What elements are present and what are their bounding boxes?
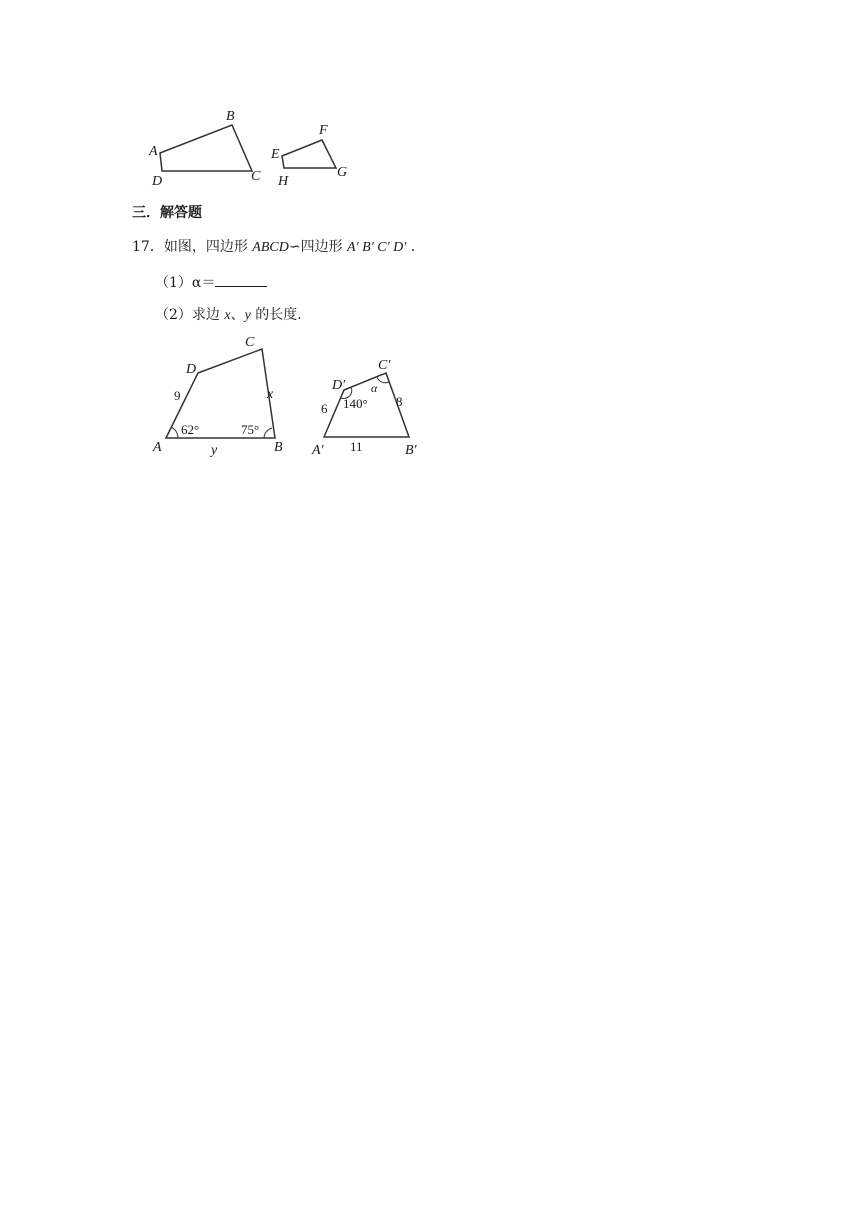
part2-x: x — [224, 308, 231, 323]
left-label-A: A — [153, 440, 162, 455]
right-label-A: A′ — [312, 443, 324, 458]
label-B: B — [226, 109, 235, 124]
figure-similar-quadrilaterals-1 — [140, 104, 370, 192]
question-text-mid: 四边形 — [300, 239, 348, 255]
similar-symbol: ∽ — [288, 239, 301, 255]
answer-blank[interactable] — [215, 274, 267, 287]
right-angle-C: α — [371, 381, 378, 395]
quadrilateral-EFGH — [282, 140, 336, 168]
question-17 — [132, 236, 425, 256]
left-side-AB: y — [211, 443, 218, 458]
label-D: D — [152, 174, 163, 188]
question-17-part-1 — [155, 272, 267, 292]
part2-suffix: 的长度． — [250, 307, 312, 323]
left-label-D: D — [186, 362, 197, 377]
question-17-part-2 — [155, 304, 311, 324]
right-angle-D: 140° — [343, 396, 368, 411]
quad2-name: A′ B′ C′ D′ — [347, 240, 407, 255]
left-side-AD: 9 — [174, 388, 181, 403]
part2-sep: 、 — [230, 307, 245, 323]
right-label-C: C′ — [378, 358, 391, 373]
right-label-B: B′ — [405, 443, 417, 458]
right-side-AD: 6 — [321, 401, 328, 416]
left-angle-A: 62° — [181, 422, 200, 437]
angle-arc-A — [171, 427, 178, 438]
part2-y: y — [244, 308, 251, 323]
label-E: E — [271, 147, 280, 162]
label-C: C — [251, 169, 261, 184]
figure-similar-quadrilaterals-2 — [148, 330, 438, 464]
part2-prefix: （2）求边 — [155, 307, 225, 323]
part1-prefix: （1）α＝ — [155, 275, 216, 291]
question-number: 17． — [132, 239, 164, 255]
left-label-B: B — [274, 440, 283, 455]
question-text-end: ． — [406, 239, 425, 255]
quadrilateral-ABCD — [160, 125, 252, 171]
right-side-BC: 8 — [396, 394, 403, 409]
right-label-D: D′ — [332, 378, 346, 393]
figure-1-svg — [140, 104, 370, 188]
label-G: G — [337, 165, 348, 180]
quad1-name: ABCD — [252, 240, 289, 255]
label-H: H — [278, 174, 289, 188]
figure-2-svg — [148, 330, 438, 460]
label-F: F — [319, 123, 328, 138]
right-side-AB: 11 — [350, 439, 363, 454]
angle-arc-B — [264, 428, 272, 438]
section-title: 三．解答题 — [132, 205, 202, 221]
left-angle-B: 75° — [241, 422, 260, 437]
left-label-C: C — [245, 335, 255, 350]
left-side-BC: x — [267, 387, 274, 402]
label-A: A — [149, 144, 158, 159]
question-text-prefix: 如图，四边形 — [163, 239, 253, 255]
